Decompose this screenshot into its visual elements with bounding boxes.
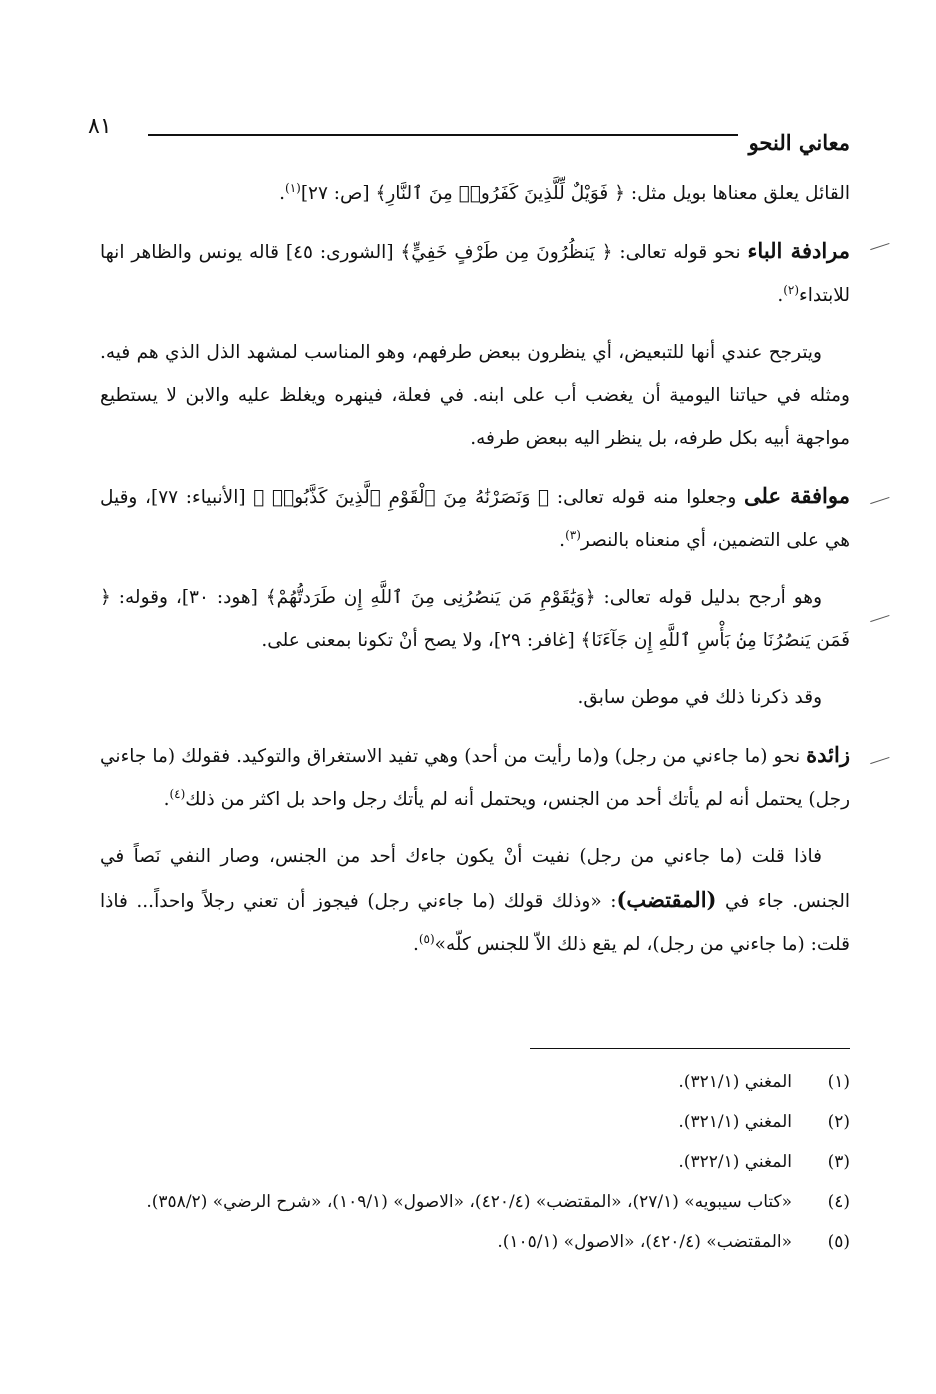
- footnote-ref: (٤): [169, 786, 186, 801]
- footnote: [100, 1186, 850, 1218]
- source-title: (المقتضب): [616, 887, 717, 912]
- paragraph-1: [100, 172, 850, 215]
- header-rule: [148, 134, 738, 136]
- footnote: [100, 1146, 850, 1178]
- paragraph-text: ويترجح عندي أنها للتبعيض، أي ينظرون ببعض طرفهم، وهو المناسب لمشهد الذل الذي هم فيه. ومثله في حياتنا اليومية أن يغضب أب على ابنه. في فعلة، فينهره ويغلظ عليه والابن لا يستطيع مواجهة أبيه بكل طرفه، بل ينظر اليه ببعض طرفه.: [100, 342, 850, 449]
- section-term: موافقة على: [744, 483, 850, 508]
- footnote: [100, 1066, 850, 1098]
- paragraph-text: نحو قوله تعالى: ﴿ يَنظُرُونَ مِن طَرْفٍ خَفِيٍّ﴾ [الشورى: ٤٥] قاله يونس والظاهر انها للابتداء: [100, 242, 850, 306]
- footnote-text: المغني (٣٢١/١).: [678, 1112, 792, 1132]
- paragraph-3: [100, 331, 850, 460]
- footnote: [100, 1106, 850, 1138]
- paragraph-text: وقد ذكرنا ذلك في موطن سابق.: [577, 687, 822, 708]
- paragraph-text: فاذا قلت (ما جاءني من رجل) نفيت أنْ يكون جاءك أحد من الجنس، وصار النفي نَصاً في الجنس. جاء في: [100, 846, 850, 912]
- footnote-ref: (٥): [418, 931, 435, 946]
- paragraph-4: [100, 474, 850, 562]
- footnote-separator: [530, 1048, 850, 1049]
- footnote-ref: (٢): [783, 282, 800, 297]
- footnote-ref: (١): [285, 180, 301, 195]
- paragraph-text: وهو أرجح بدليل قوله تعالى: ﴿وَيَٰقَوْمِ مَن يَنصُرُنِى مِنَ ٱللَّهِ إِن طَرَدتُّهُمْ﴾ [هود: ٣٠]، وقوله: ﴿ فَمَن يَنصُرُنَا مِنۢ بَأْسِ ٱللَّهِ إِن جَآءَنَا﴾ [غافر: ٢٩]، ولا يصح أنْ تكونا بمعنى على.: [100, 587, 850, 651]
- paragraph-2: [100, 229, 850, 317]
- section-term: مرادفة الباء: [747, 238, 851, 263]
- margin-mark: [870, 497, 890, 505]
- footnote-text: المغني (٣٢١/١).: [678, 1072, 792, 1092]
- paragraph-7: [100, 733, 850, 821]
- footnote-ref: (٣): [565, 527, 581, 542]
- footnote-number: (٥): [827, 1232, 850, 1252]
- paragraph-end: .: [163, 789, 170, 810]
- paragraph-5: [100, 576, 850, 662]
- paragraph-end: .: [412, 934, 419, 955]
- paragraph-8: [100, 835, 850, 966]
- page-number: ٨١: [88, 114, 112, 139]
- paragraph-end: .: [279, 183, 285, 204]
- paragraph-end: .: [559, 530, 566, 551]
- margin-mark: [870, 615, 890, 623]
- footnote-number: (١): [827, 1072, 850, 1092]
- paragraph-text: : «وذلك قولك (ما جاءني رجل) فيجوز أن تعني رجلاً واحداً... فاذا قلت: (ما جاءني من رجل)، لم يقع ذلك الاّ للجنس كلّه»: [100, 891, 850, 955]
- footnote-number: (٣): [827, 1152, 850, 1172]
- paragraph-6: [100, 676, 850, 719]
- footnote-number: (٢): [827, 1112, 850, 1132]
- footnote-text: «المقتضب» (٤٢٠/٤)، «الاصول» (١٠٥/١).: [497, 1232, 792, 1252]
- page-header: [88, 112, 850, 156]
- running-title: معاني النحو: [748, 130, 850, 155]
- footnote-number: (٤): [827, 1192, 850, 1212]
- footnotes: [100, 1066, 850, 1266]
- paragraph-text: القائل يعلق معناها بويل مثل: ﴿ فَوَيْلٌ لِّلَّذِينَ كَفَرُوا۟ مِنَ ٱلنَّارِ﴾ [ص: ٢٧]: [300, 183, 850, 204]
- footnote-text: «كتاب سيبويه» (٢٧/١)، «المقتضب» (٤٢٠/٤)، «الاصول» (١٠٩/١)، «شرح الرضي» (٣٥٨/٢).: [146, 1192, 792, 1212]
- paragraph-text: وجعلوا منه قوله تعالى: ﴿ وَنَصَرْنَٰهُ مِنَ ٱلْقَوْمِ ٱلَّذِينَ كَذَّبُوا۟ ﴾ [الأنبياء: ٧٧]، وقيل هي على التضمين، أي منعناه بالنصر: [100, 487, 850, 551]
- paragraph-text: نحو (ما جاءني من رجل) و(ما رأيت من أحد) وهي تفيد الاستغراق والتوكيد. فقولك (ما جاءني رجل) يحتمل أنه لم يأتك أحد من الجنس، ويحتمل أنه لم يأتك رجل واحد بل اكثر من ذلك: [100, 746, 850, 810]
- section-term: زائدة: [806, 742, 850, 767]
- margin-mark: [870, 243, 890, 251]
- footnote-text: المغني (٣٢٢/١).: [678, 1152, 792, 1172]
- margin-mark: [870, 757, 890, 765]
- main-text: [100, 172, 850, 980]
- paragraph-end: .: [777, 285, 784, 306]
- footnote: [100, 1226, 850, 1258]
